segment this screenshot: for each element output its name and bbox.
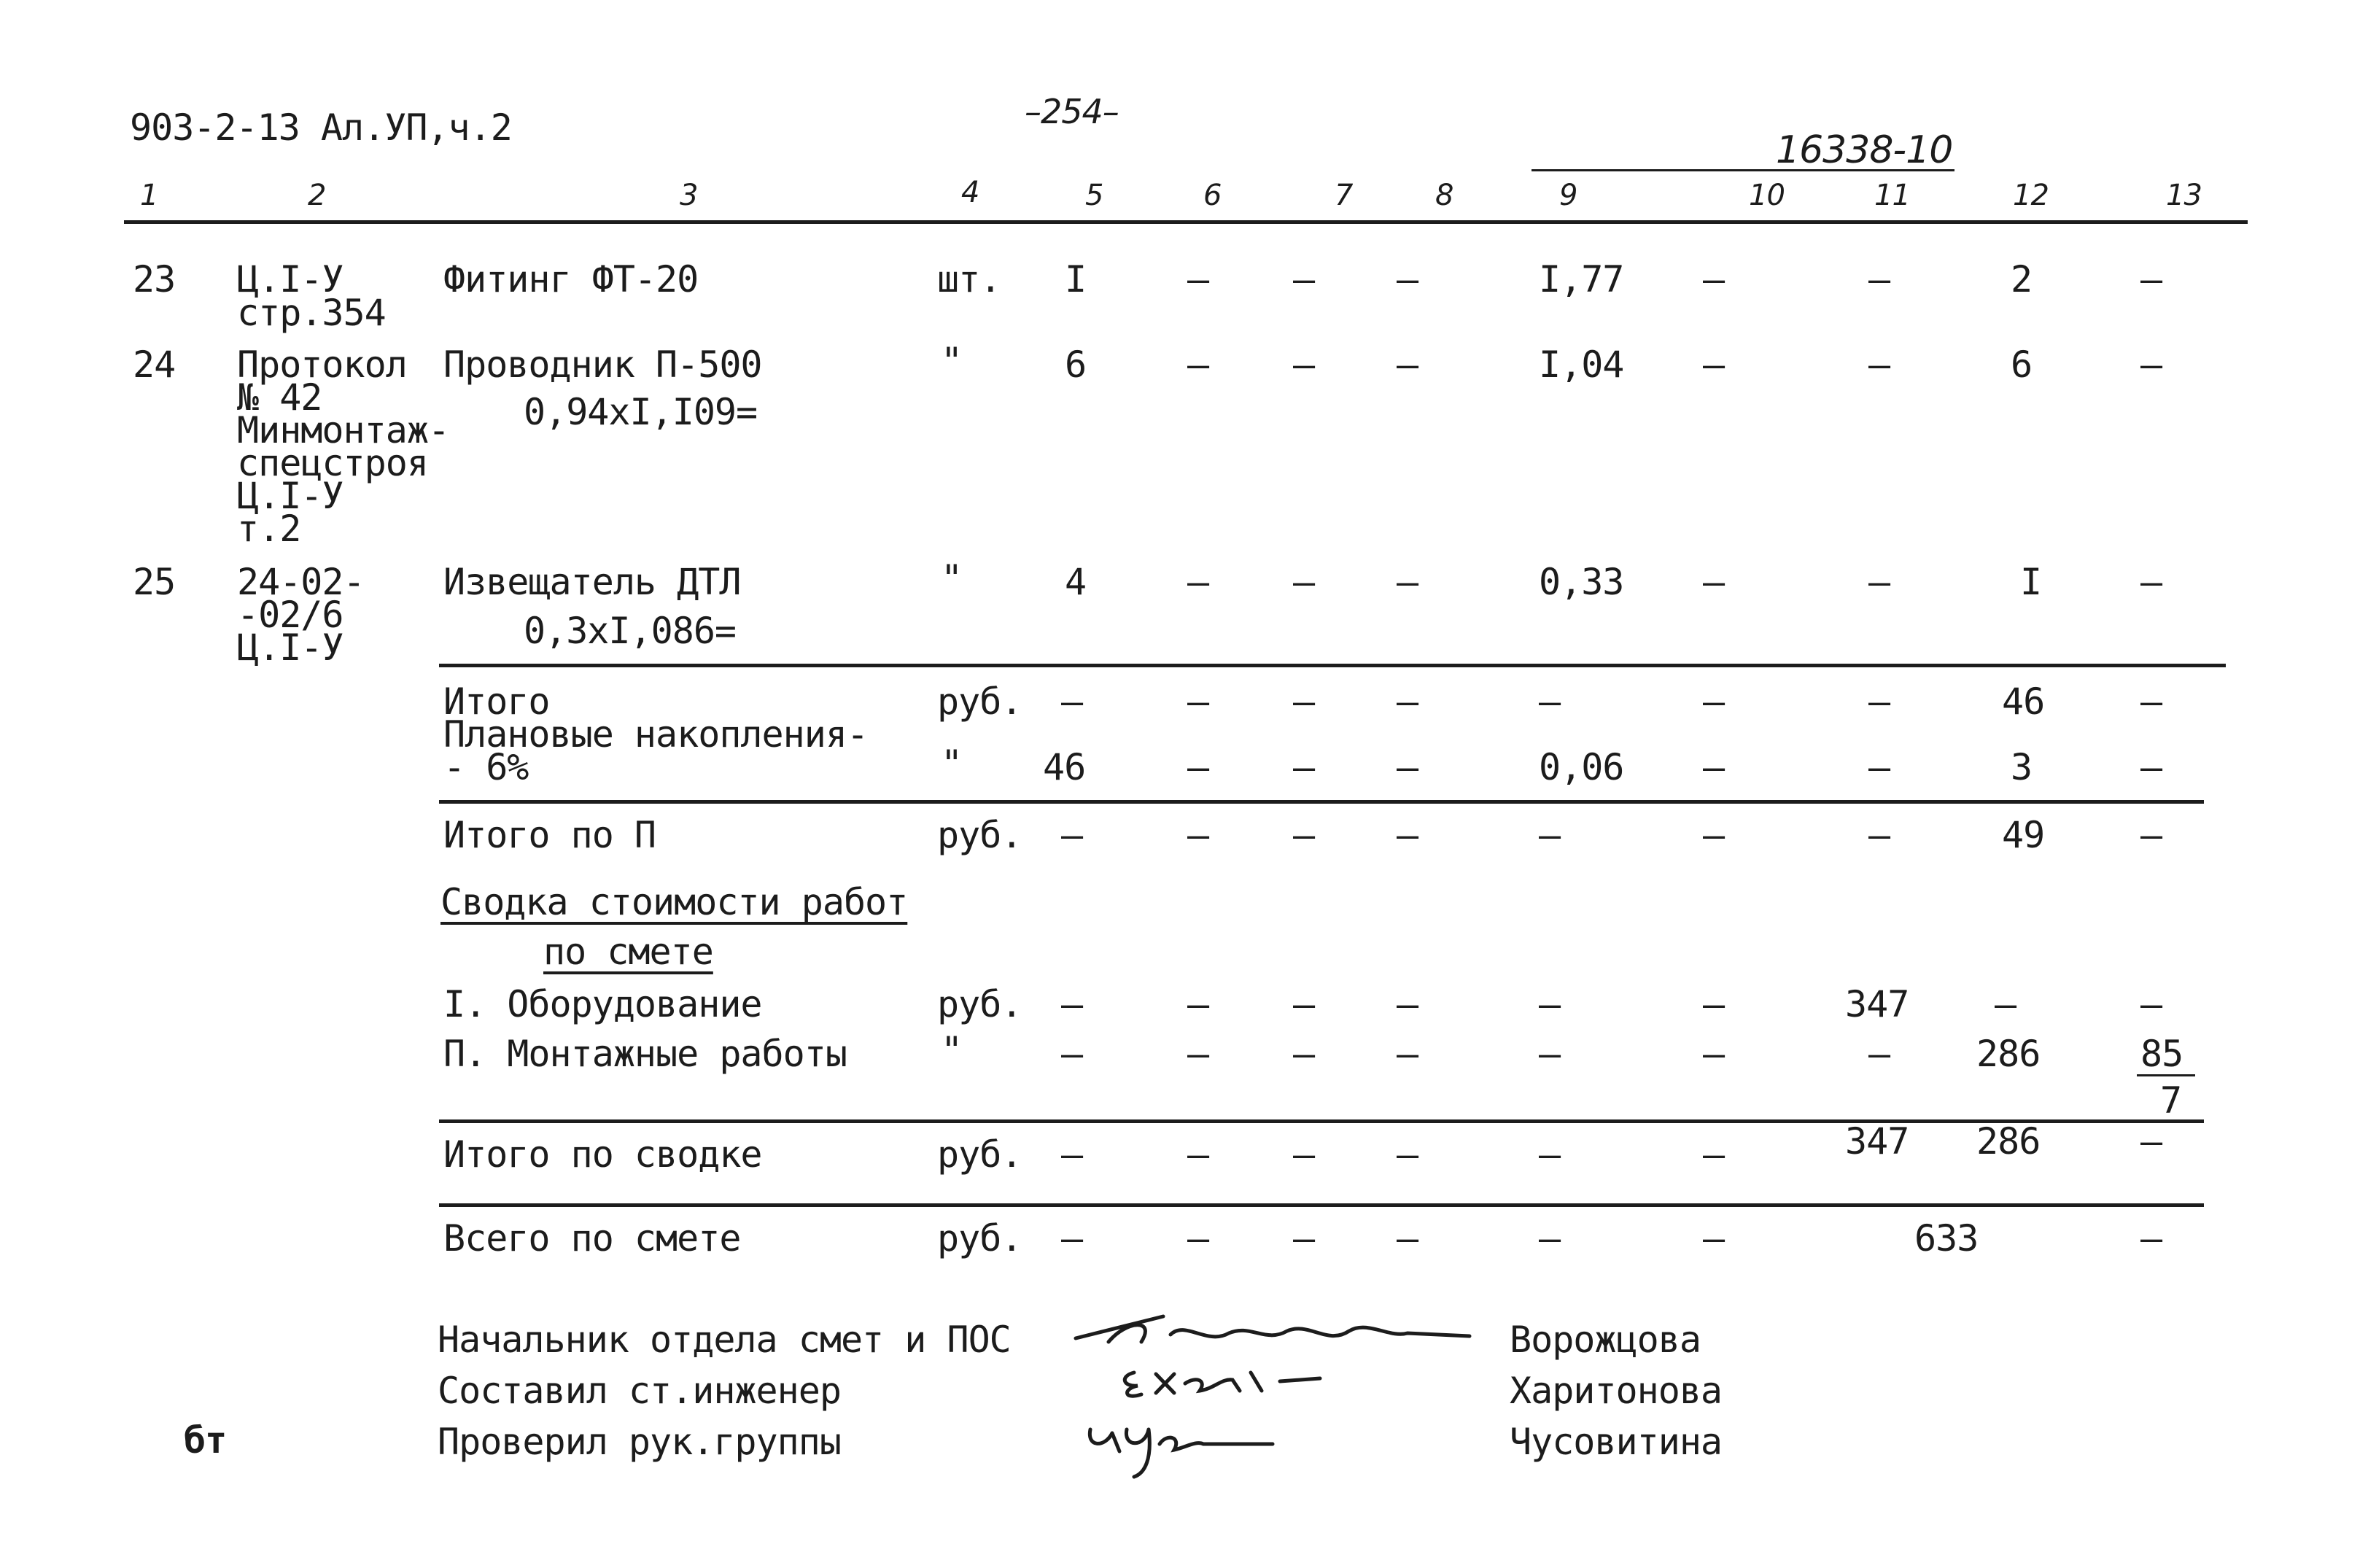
cell: – <box>1397 983 1418 1025</box>
cell: I <box>2020 561 2042 603</box>
cell: – <box>2140 814 2162 856</box>
cell: – <box>1868 344 1890 386</box>
cell: – <box>1061 814 1083 856</box>
column-number: 7 <box>1335 179 1353 212</box>
column-number: 5 <box>1085 179 1103 212</box>
cell: 6 <box>2011 344 2033 386</box>
cell: – <box>1293 1133 1315 1176</box>
column-number: 8 <box>1435 179 1453 212</box>
row-reference: Ц.I-У <box>237 626 343 669</box>
cell: – <box>1293 680 1315 723</box>
cell: – <box>1061 680 1083 723</box>
row-reference: Ц.I-У <box>237 475 343 517</box>
cell: – <box>1868 746 1890 788</box>
cell: 49 <box>2002 814 2045 856</box>
cell: – <box>1397 258 1418 300</box>
cell: – <box>1703 983 1725 1025</box>
row-reference: т.2 <box>237 508 301 550</box>
cell: – <box>1397 561 1418 603</box>
cell: – <box>1293 561 1315 603</box>
cell: – <box>1703 561 1725 603</box>
cell: – <box>2140 983 2162 1025</box>
cell: I,04 <box>1539 344 1624 386</box>
column-number: 4 <box>961 176 979 209</box>
cell: – <box>1397 746 1418 788</box>
cell: – <box>2140 1120 2162 1163</box>
cell: 46 <box>2002 680 2045 723</box>
cell: – <box>1397 344 1418 386</box>
cell: – <box>1703 680 1725 723</box>
cell: – <box>1397 1217 1418 1260</box>
summary-unit: " <box>941 1029 963 1071</box>
signature-role: Составил ст.инженер <box>438 1370 841 1412</box>
rule <box>439 1203 2204 1207</box>
fraction-bar <box>2137 1074 2195 1076</box>
cell: – <box>1539 1133 1561 1176</box>
row-reference: стр.354 <box>237 292 386 334</box>
cell: – <box>1061 1217 1083 1260</box>
rule <box>439 664 2226 667</box>
cell: – <box>1397 1033 1418 1075</box>
cell: – <box>1187 983 1209 1025</box>
summary-unit: руб. <box>937 1133 1022 1176</box>
cell: – <box>2140 680 2162 723</box>
cell: – <box>1868 680 1890 723</box>
column-number: 6 <box>1203 179 1222 212</box>
cell: – <box>1703 258 1725 300</box>
cell: – <box>1293 258 1315 300</box>
cell: – <box>1703 1033 1725 1075</box>
cell: 4 <box>1065 561 1087 603</box>
cell: – <box>1397 680 1418 723</box>
document-code: 903-2-13 Ал.УП,ч.2 <box>130 106 512 149</box>
cell: – <box>1995 983 2016 1025</box>
cell: – <box>1293 1217 1315 1260</box>
cell: – <box>1293 344 1315 386</box>
row-reference: 24-02- <box>237 561 365 603</box>
row-reference: спецстроя <box>237 442 428 484</box>
total-unit: руб. <box>937 680 1022 723</box>
handwritten-signature <box>1076 1408 1294 1480</box>
cell: – <box>1187 1033 1209 1075</box>
cell: – <box>2140 258 2162 300</box>
row-number: 23 <box>133 258 176 300</box>
total-label: Плановые накопления- <box>443 713 869 756</box>
cell: – <box>1293 814 1315 856</box>
summary-title: Сводка стоимости работ <box>440 881 908 923</box>
row-number: 24 <box>133 344 176 386</box>
cell: 2 <box>2011 258 2033 300</box>
cell: – <box>1187 561 1209 603</box>
column-number: 12 <box>2013 179 2049 212</box>
signer-name: Харитонова <box>1510 1370 1723 1412</box>
cell: – <box>1061 1133 1083 1176</box>
cell: – <box>1539 814 1561 856</box>
column-number: 1 <box>140 179 158 212</box>
cell: – <box>1868 1033 1890 1075</box>
cell: – <box>1539 1033 1561 1075</box>
row-name: Фитинг ФТ-20 <box>443 258 699 300</box>
cell: – <box>1539 680 1561 723</box>
cell-fraction-top: 85 <box>2140 1033 2183 1075</box>
summary-label: Итого по сводке <box>443 1133 762 1176</box>
signature-role: Начальник отдела смет и ПОС <box>438 1319 1011 1361</box>
column-number: 13 <box>2166 179 2202 212</box>
rule <box>439 1119 2204 1123</box>
cell: 3 <box>2011 746 2033 788</box>
cell: – <box>1061 983 1083 1025</box>
cell: – <box>1703 746 1725 788</box>
row-reference: -02/6 <box>237 594 343 636</box>
cell: – <box>1187 1133 1209 1176</box>
signer-name: Ворожцова <box>1510 1319 1701 1361</box>
summary-label: П. Монтажные работы <box>443 1033 847 1075</box>
row-reference: Ц.I-У <box>237 258 343 300</box>
cell: – <box>1187 1217 1209 1260</box>
cell: – <box>1187 680 1209 723</box>
row-name: Проводник П-500 <box>443 344 762 386</box>
total-unit: " <box>941 742 963 785</box>
cell: – <box>1397 1133 1418 1176</box>
total-label: Итого <box>443 680 550 723</box>
cell: 347 <box>1845 1120 1909 1163</box>
cell: – <box>1539 1217 1561 1260</box>
column-number: 10 <box>1749 179 1785 212</box>
total-label: - 6% <box>443 746 529 788</box>
rule <box>439 800 2204 804</box>
cell: – <box>1539 983 1561 1025</box>
summary-unit: руб. <box>937 983 1022 1025</box>
row-unit: " <box>941 340 963 382</box>
cell: – <box>1187 746 1209 788</box>
row-unit: шт. <box>937 258 1001 300</box>
row-reference: Минмонтаж- <box>237 409 450 451</box>
row-number: 25 <box>133 561 176 603</box>
column-number: 3 <box>680 179 698 212</box>
cell: – <box>1293 1033 1315 1075</box>
margin-mark: бт <box>184 1419 227 1462</box>
cell: – <box>2140 561 2162 603</box>
cell: 286 <box>1976 1120 2041 1163</box>
summary-label: I. Оборудование <box>443 983 762 1025</box>
cell: 286 <box>1976 1033 2041 1075</box>
cell: – <box>1061 1033 1083 1075</box>
cell: 0,33 <box>1539 561 1624 603</box>
cell: – <box>1868 258 1890 300</box>
row-reference: Протокол <box>237 344 407 386</box>
summary-subtitle: по смете <box>543 931 713 973</box>
cell: 347 <box>1845 983 1909 1025</box>
signature-role: Проверил рук.группы <box>438 1421 841 1463</box>
column-number: 2 <box>308 179 326 212</box>
row-formula: 0,94хI,I09= <box>524 391 758 433</box>
total-label: Итого по П <box>443 814 656 856</box>
cell: 0,06 <box>1539 746 1624 788</box>
stamp-number: 16338-10 <box>1776 128 1953 172</box>
summary-unit: руб. <box>937 1217 1022 1260</box>
cell: – <box>2140 746 2162 788</box>
cell: – <box>1187 814 1209 856</box>
cell: I <box>1065 258 1087 300</box>
cell: – <box>1868 561 1890 603</box>
stamp-underline <box>1532 169 1954 171</box>
cell: – <box>1703 1133 1725 1176</box>
total-unit: руб. <box>937 814 1022 856</box>
cell: 633 <box>1914 1217 1979 1260</box>
cell: – <box>1703 344 1725 386</box>
cell: – <box>1293 983 1315 1025</box>
cell: 6 <box>1065 344 1087 386</box>
cell: – <box>2140 344 2162 386</box>
cell: – <box>2140 1217 2162 1260</box>
column-number: 9 <box>1559 179 1577 212</box>
summary-label: Всего по смете <box>443 1217 741 1260</box>
cell: – <box>1703 814 1725 856</box>
cell: – <box>1293 746 1315 788</box>
cell: – <box>1187 344 1209 386</box>
handwritten-signature <box>1112 1358 1331 1402</box>
signer-name: Чусовитина <box>1510 1421 1723 1463</box>
cell: – <box>1187 258 1209 300</box>
cell: – <box>1397 814 1418 856</box>
column-number: 11 <box>1874 179 1910 212</box>
page-number: –254– <box>1025 92 1119 131</box>
row-name: Извещатель ДТЛ <box>443 561 741 603</box>
cell: – <box>1703 1217 1725 1260</box>
row-unit: " <box>941 557 963 599</box>
cell: – <box>1868 814 1890 856</box>
row-reference: № 42 <box>237 376 322 419</box>
cell: 46 <box>1043 746 1086 788</box>
row-formula: 0,3хI,086= <box>524 610 737 652</box>
cell-fraction-bottom: 7 <box>2160 1079 2182 1122</box>
cell: I,77 <box>1539 258 1624 300</box>
header-rule <box>124 220 2248 224</box>
handwritten-signature <box>1061 1305 1477 1357</box>
